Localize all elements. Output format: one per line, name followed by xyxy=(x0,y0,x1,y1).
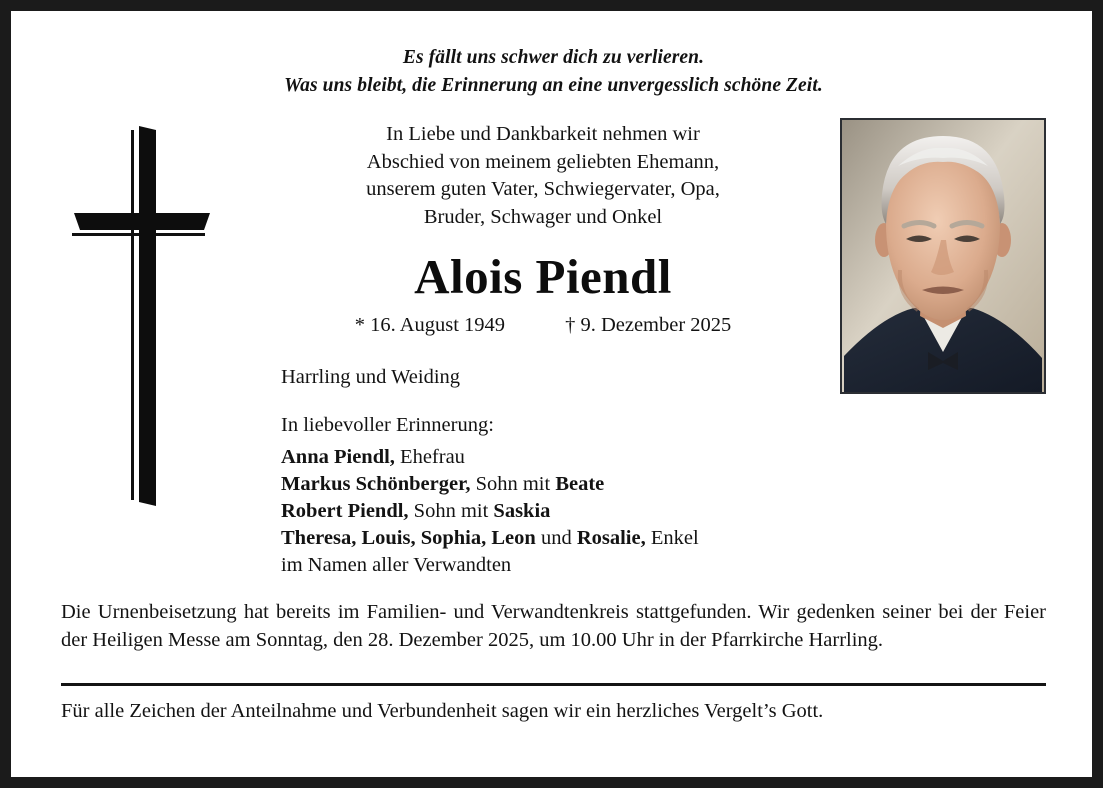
family-row-spouse xyxy=(281,444,833,471)
family-name-son-1: Markus Schönberger, xyxy=(281,473,471,495)
family-row-son-2 xyxy=(281,498,833,525)
horizontal-divider xyxy=(61,683,1046,686)
family-row-son-1 xyxy=(281,471,833,498)
family-conjunction-grandchildren: und xyxy=(535,527,577,549)
birth-date: * 16. August 1949 xyxy=(354,314,506,336)
family-name-son-2: Robert Piendl, xyxy=(281,500,409,522)
latin-cross-icon xyxy=(60,116,240,516)
family-names-grandchildren: Theresa, Louis, Sophia, Leon xyxy=(281,527,536,549)
family-relation-grandchildren: Enkel xyxy=(645,527,699,549)
family-name-grandchild-last: Rosalie, xyxy=(576,527,646,549)
epigraph-line-2: Was uns bleibt, die Erinnerung an eine unvergesslich schöne Zeit. xyxy=(284,75,823,96)
notice-inner-frame xyxy=(11,11,1092,777)
family-name-spouse: Anna Piendl, xyxy=(281,446,395,468)
main-text-block xyxy=(253,121,833,579)
dedication-line-4: Bruder, Schwager und Onkel xyxy=(423,205,663,228)
places: Harrling und Weiding xyxy=(281,366,461,388)
dedication-line-3: unserem guten Vater, Schwiegervater, Opa, xyxy=(366,178,720,200)
death-date: † 9. Dezember 2025 xyxy=(565,314,732,336)
family-partner-son-2: Saskia xyxy=(493,500,551,522)
portrait-photo-of-deceased xyxy=(840,118,1046,394)
deceased-name: Alois Piendl xyxy=(414,249,672,304)
memory-heading: In liebevoller Erinnerung: xyxy=(281,414,494,436)
thanks-notice-paragraph: Für alle Zeichen der Anteilnahme und Verbundenheit sagen wir ein herzliches Vergelt’s Gott. xyxy=(61,700,824,722)
epigraph-line-1: Es fällt uns schwer dich zu verlieren. xyxy=(402,47,705,68)
funeral-notice-paragraph: Die Urnenbeisetzung hat bereits im Familien- und Verwandtenkreis stattgefunden. Wir gedenken seiner bei der Feier der Heiligen Messe am Sonntag, den 28. Dezember 2025, um 10.00 Uhr in der Pfarrkirche Harrling. xyxy=(61,601,1046,651)
dedication-text xyxy=(253,121,833,231)
epigraph xyxy=(13,44,1094,100)
family-relation-spouse: Ehefrau xyxy=(394,446,465,468)
family-partner-son-1: Beate xyxy=(555,473,605,495)
family-relation-son-1: Sohn mit xyxy=(470,473,556,495)
family-row-grandchildren xyxy=(281,525,833,552)
surviving-family-list xyxy=(253,444,833,579)
dedication-line-2: Abschied von meinem geliebten Ehemann, xyxy=(366,150,720,173)
dedication-line-1: In Liebe und Dankbarkeit nehmen wir xyxy=(386,123,700,145)
life-dates xyxy=(253,312,833,338)
family-relation-son-2: Sohn mit xyxy=(408,500,494,522)
family-row-closing: im Namen aller Verwandten xyxy=(281,554,512,576)
